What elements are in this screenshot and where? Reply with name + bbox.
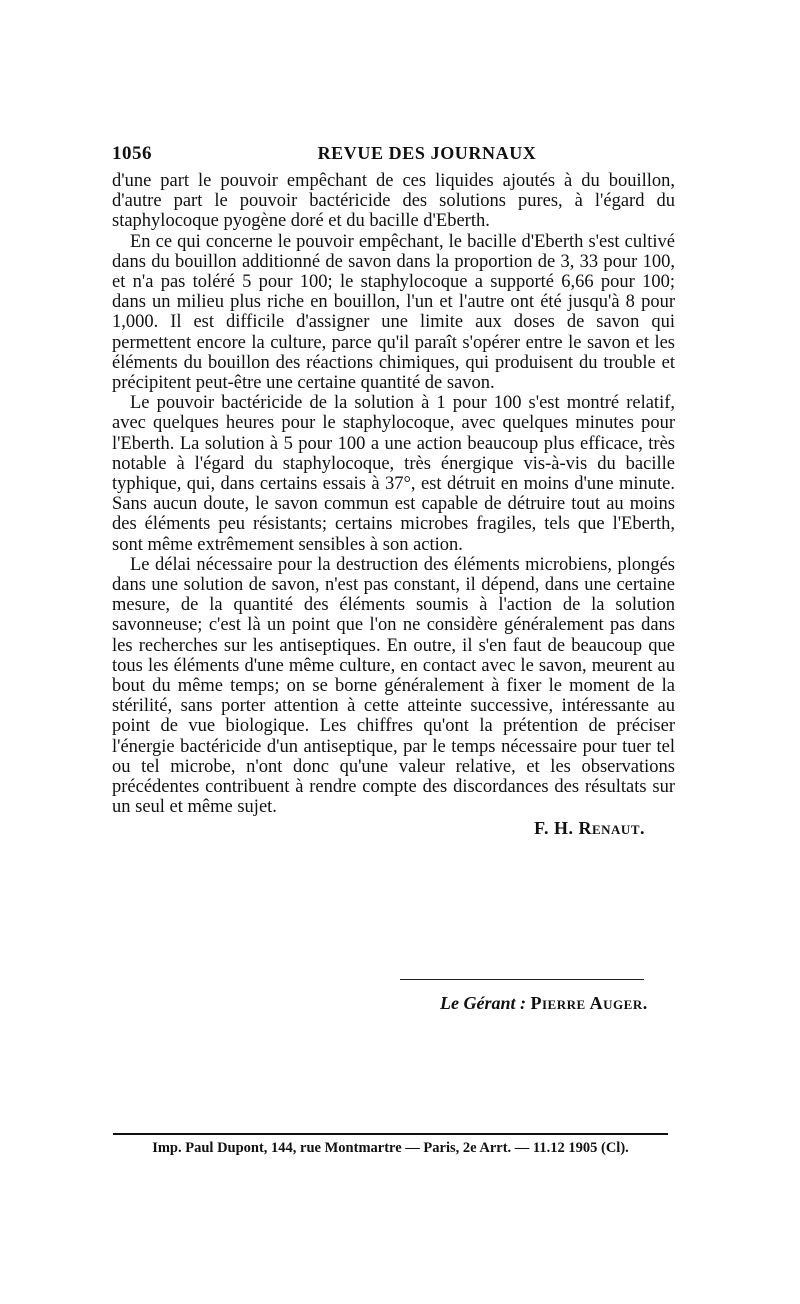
gerant-name: Pierre Auger. [530,993,648,1013]
gerant-label: Le Gérant : [440,993,526,1013]
separator-rule [400,979,644,980]
running-title: REVUE DES JOURNAUX [317,143,537,163]
article-body [112,171,675,838]
page-header [112,143,682,167]
paragraph: d'une part le pouvoir empêchant de ces liquides ajoutés à du bouillon, d'autre part le pouvoir bactéricide des solutions pures, à l'égard du staphylocoque pyogène doré et du bacille d'Eberth. [112,171,675,232]
paragraph: Le délai nécessaire pour la destruction des éléments microbiens, plongés dans une solution de savon, n'est pas constant, il dépend, dans une certaine mesure, de la quantité des éléments soumis à l'action de la solution savonneuse; c'est là un point que l'on ne considère généralement pas dans les recherches sur les antiseptiques. En outre, il s'en faut de beaucoup que tous les éléments d'une même culture, en contact avec le savon, meurent au bout du même temps; on se borne généralement à fixer le moment de la stérilité, sans porter attention à cette atteinte successive, intéressante au point de vue biologique. Les chiffres qu'ont la prétention de préciser l'énergie bactéricide d'un antiseptique, par le temps nécessaire pour tuer tel ou tel microbe, n'ont donc qu'une valeur relative, et les observations précédentes contribuent à rendre compte des discordances des résultats sur un seul et même sujet. [112,554,675,818]
page-number: 1056 [112,143,152,164]
author-name: F. H. Renaut. [534,817,645,838]
printer-imprint: Imp. Paul Dupont, 144, rue Montmartre — Paris, 2e Arrt. — 11.12 1905 (Cl). [152,1140,629,1156]
gerant-line [440,993,660,1014]
paragraph: Le pouvoir bactéricide de la solution à 1 pour 100 s'est montré relatif, avec quelques heures pour le staphylocoque, avec quelques minutes pour l'Eberth. La solution à 5 pour 100 a une action beaucoup plus efficace, très notable à l'égard du staphylocoque, très énergique vis-à-vis du bacille typhique, qui, dans certains essais à 37°, est détruit en moins d'une minute. Sans aucun doute, le savon commun est capable de détruire tout au moins des éléments peu résistants; certains microbes fragiles, tels que l'Eberth, sont même extrêmement sensibles à son action. [112,393,675,555]
author-signature [112,818,675,838]
paragraph: En ce qui concerne le pouvoir empêchant, le bacille d'Eberth s'est cultivé dans du bouillon additionné de savon dans la proportion de 3, 33 pour 100, et n'a pas toléré 5 pour 100; le staphylocoque a supporté 6,66 pour 100; dans un milieu plus riche en bouillon, l'un et l'autre ont été jusqu'à 8 pour 1,000. Il est difficile d'assigner une limite aux doses de savon qui permettent encore la culture, parce qu'il paraît s'opérer entre le savon et les éléments du bouillon des réactions chimiques, qui produisent du trouble et précipitent peut-être une certaine quantité de savon. [112,231,675,394]
footer-rule [113,1133,668,1135]
